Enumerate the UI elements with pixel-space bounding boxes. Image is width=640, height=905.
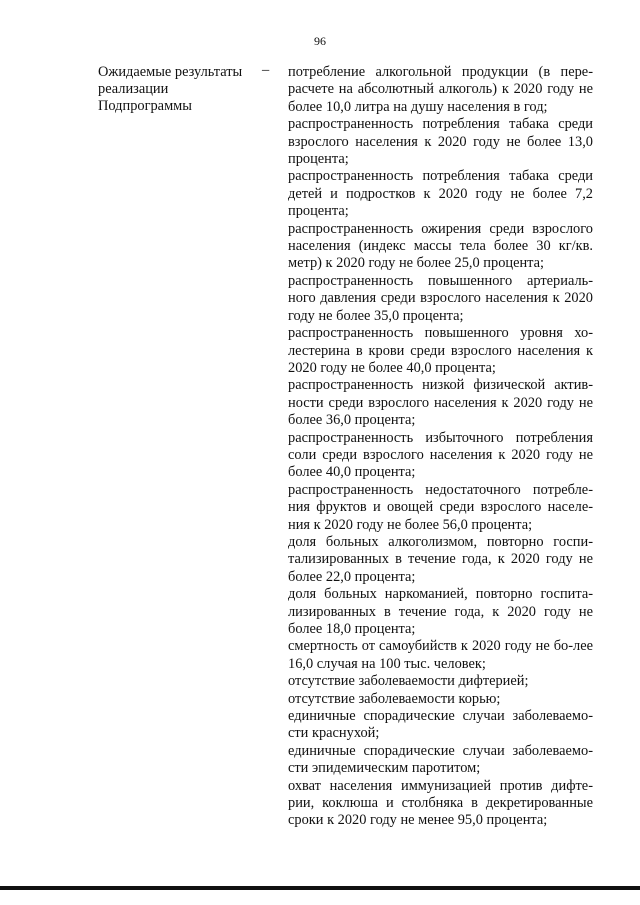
result-item: распространенность избыточного потребления соли среди взрослого населения к 2020 году не более 40,0 процента;	[288, 429, 593, 481]
result-item: охват населения иммунизацией против дифте-рии, коклюша и столбняка в декретированные сроки к 2020 году не менее 95,0 процента;	[288, 777, 593, 829]
section-label-line: реализации	[98, 81, 169, 97]
result-item: единичные спорадические случаи заболеваемо-сти краснухой;	[288, 708, 593, 742]
section-label-line: Подпрограммы	[98, 98, 192, 114]
result-item: распространенность повышенного артериаль-ного давления среди взрослого населения к 2020 году не более 35,0 процента;	[288, 272, 593, 324]
result-item: доля больных алкоголизмом, повторно госпи-тализированных в течение года, к 2020 году не более 22,0 процента;	[288, 533, 593, 585]
section-label-line: Ожидаемые результаты	[98, 64, 243, 80]
section-label	[98, 64, 258, 115]
bottom-rule	[0, 886, 640, 890]
label-dash: –	[262, 62, 270, 78]
result-item: распространенность низкой физической актив-ности среди взрослого населения к 2020 году не более 36,0 процента;	[288, 377, 593, 429]
result-item: доля больных наркоманией, повторно госпита-лизированных в течение года, к 2020 году не более 18,0 процента;	[288, 586, 593, 637]
result-item: единичные спорадические случаи заболеваемо-сти эпидемическим паротитом;	[288, 742, 593, 777]
expected-results-list	[288, 64, 593, 830]
result-item: отсутствие заболеваемости дифтерией;	[288, 673, 529, 690]
result-item: распространенность ожирения среди взрослого населения (индекс массы тела более 30 кг/кв. метр) к 2020 году не более 25,0 процента;	[288, 220, 593, 272]
result-item: отсутствие заболеваемости корью;	[288, 690, 501, 707]
page-number: 96	[314, 34, 326, 48]
result-item: распространенность потребления табака среди взрослого населения к 2020 году не более 13,0 процента;	[288, 116, 593, 168]
result-item: смертность от самоубийств к 2020 году не бо-лее 16,0 случая на 100 тыс. человек;	[288, 638, 593, 672]
result-item: распространенность потребления табака среди детей и подростков к 2020 году не более 7,2 процента;	[288, 168, 593, 220]
result-item: распространенность недостаточного потребле-ния фруктов и овощей среди взрослого населе-ния к 2020 году не более 56,0 процента;	[288, 481, 593, 533]
result-item: потребление алкогольной продукции (в пере-расчете на абсолютный алкоголь) к 2020 году не более 10,0 литра на душу населения в год;	[288, 64, 593, 115]
result-item: распространенность повышенного уровня хо-лестерина в крови среди взрослого населения к 2020 году не более 40,0 процента;	[288, 325, 593, 376]
